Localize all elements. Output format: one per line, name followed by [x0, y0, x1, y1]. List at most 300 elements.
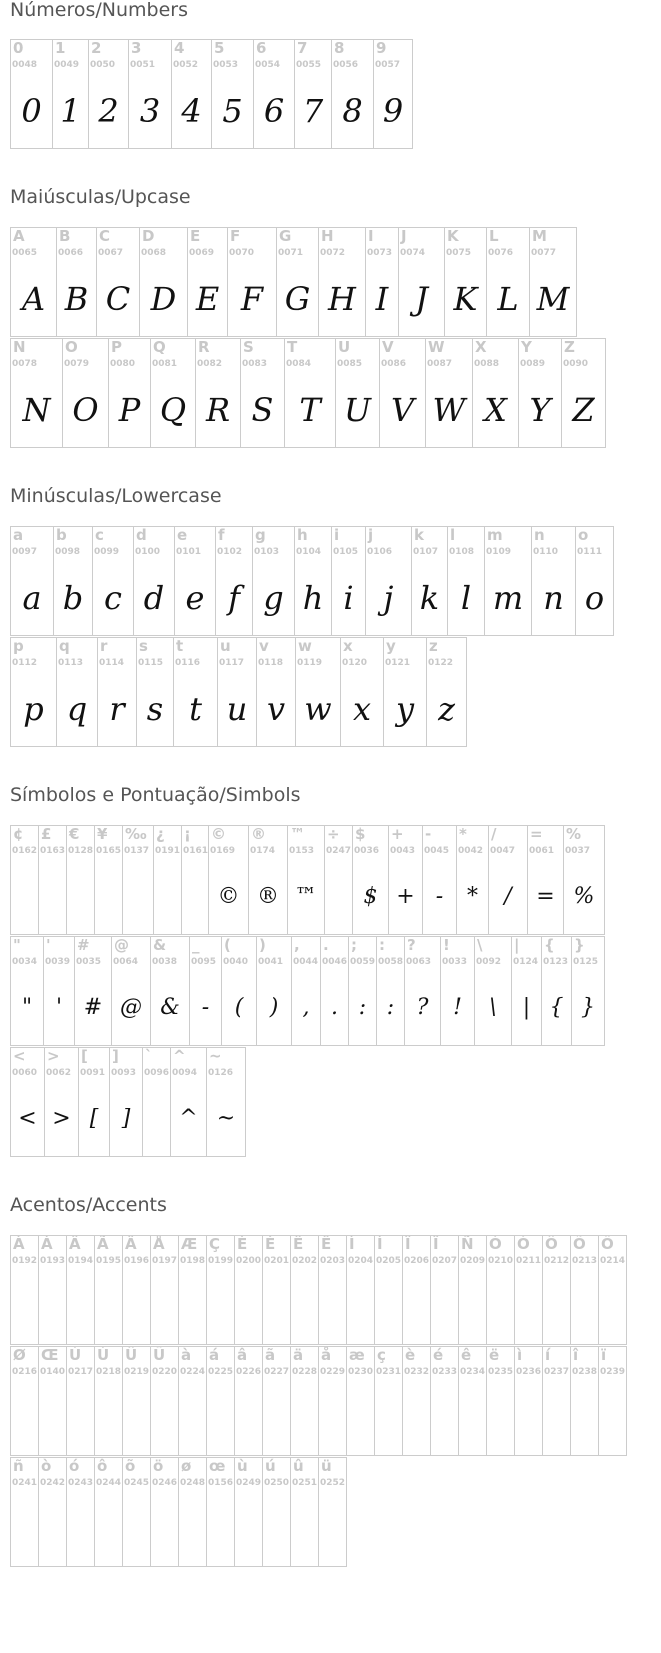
glyph-code-label: 0043 — [390, 846, 416, 856]
glyph-char-label: Ü — [153, 1346, 166, 1364]
glyph-sample: 2 — [98, 92, 119, 130]
glyph-char-label: q — [59, 637, 70, 655]
glyph-char-label: ] — [112, 1047, 119, 1065]
glyph-cell — [136, 637, 174, 747]
glyph-sample — [403, 1276, 430, 1338]
glyph-sample: { — [549, 995, 564, 1020]
glyph-sample: I — [375, 280, 389, 318]
glyph-code-label: 0066 — [58, 248, 84, 258]
glyph-code-label: 0229 — [320, 1367, 346, 1377]
glyph-char-label: & — [153, 936, 167, 954]
glyph-code-label: 0054 — [255, 60, 281, 70]
glyph-cell — [374, 1235, 403, 1345]
glyph-cell — [541, 936, 572, 1046]
glyph-char-label: O — [65, 338, 78, 356]
glyph-sample: O — [72, 391, 99, 429]
glyph-code-label: 0203 — [320, 1256, 346, 1266]
glyph-char-label: k — [414, 526, 424, 544]
glyph-cell — [290, 1346, 319, 1456]
glyph-code-label: 0120 — [342, 658, 368, 668]
glyph-row-symbols-1 — [10, 825, 604, 935]
glyph-code-label: 0204 — [348, 1256, 374, 1266]
glyph-cell — [430, 1346, 459, 1456]
glyph-code-label: 0121 — [385, 658, 411, 668]
glyph-cell — [43, 936, 75, 1046]
glyph-char-label: ä — [293, 1346, 304, 1364]
glyph-char-label: M — [532, 227, 547, 245]
glyph-cell — [227, 227, 277, 337]
glyph-sample: x — [352, 690, 372, 728]
glyph-cell — [365, 227, 399, 337]
glyph-cell — [234, 1346, 263, 1456]
glyph-sample — [375, 1276, 402, 1338]
glyph-cell — [514, 1235, 543, 1345]
glyph-code-label: 0036 — [354, 846, 380, 856]
glyph-cell — [128, 39, 172, 149]
glyph-sample: H — [328, 280, 356, 318]
glyph-code-label: 0085 — [337, 359, 363, 369]
glyph-code-label: 0082 — [197, 359, 223, 369]
glyph-sample — [207, 1387, 234, 1449]
glyph-cell — [10, 227, 57, 337]
glyph-cell — [284, 338, 336, 448]
glyph-char-label: Î — [405, 1235, 411, 1253]
glyph-char-label: ¥ — [97, 825, 108, 843]
glyph-sample: J — [415, 280, 428, 318]
glyph-code-label: 0071 — [278, 248, 304, 258]
glyph-code-label: 0165 — [96, 846, 122, 856]
glyph-code-label: 0111 — [577, 547, 603, 557]
glyph-sample: f — [228, 579, 240, 617]
glyph-sample: U — [344, 391, 371, 429]
glyph-char-label: Ç — [209, 1235, 221, 1253]
glyph-cell — [318, 227, 366, 337]
glyph-code-label: 0197 — [152, 1256, 178, 1266]
glyph-code-label: 0033 — [442, 957, 468, 967]
glyph-code-label: 0045 — [424, 846, 450, 856]
glyph-cell — [56, 637, 98, 747]
glyph-code-label: 0218 — [96, 1367, 122, 1377]
glyph-code-label: 0094 — [172, 1068, 198, 1078]
glyph-char-label: ® — [251, 825, 266, 843]
glyph-char-label: ‰ — [125, 825, 147, 843]
glyph-char-label: } — [574, 936, 585, 954]
glyph-sample: , — [302, 995, 310, 1020]
glyph-code-label: 0058 — [378, 957, 404, 967]
glyph-cell — [398, 227, 445, 337]
glyph-cell — [173, 637, 218, 747]
glyph-cell — [189, 936, 222, 1046]
glyph-sample — [123, 1276, 150, 1338]
glyph-cell — [56, 227, 97, 337]
glyph-char-label: ¢ — [13, 825, 24, 843]
glyph-cell — [518, 338, 562, 448]
glyph-code-label: 0202 — [292, 1256, 318, 1266]
glyph-sample — [291, 1387, 318, 1449]
glyph-cell — [122, 1235, 151, 1345]
glyph-cell — [10, 637, 57, 747]
glyph-sample — [39, 1498, 66, 1560]
glyph-char-label: ë — [489, 1346, 500, 1364]
glyph-code-label: 0231 — [376, 1367, 402, 1377]
glyph-cell — [66, 1457, 95, 1567]
glyph-sample — [263, 1498, 290, 1560]
glyph-cell — [150, 1346, 179, 1456]
glyph-cell — [411, 526, 448, 636]
glyph-cell — [458, 1235, 487, 1345]
glyph-code-label: 0102 — [217, 547, 243, 557]
glyph-sample — [459, 1276, 486, 1338]
glyph-sample: > — [52, 1106, 71, 1131]
glyph-code-label: 0211 — [516, 1256, 542, 1266]
glyph-char-label: e — [177, 526, 188, 544]
glyph-cell — [571, 936, 605, 1046]
glyph-char-label: | — [514, 936, 520, 954]
glyph-sample: 5 — [222, 92, 243, 130]
glyph-code-label: 0214 — [600, 1256, 626, 1266]
glyph-code-label: 0093 — [111, 1068, 137, 1078]
glyph-sample: F — [240, 280, 264, 318]
glyph-char-label: ™ — [290, 825, 305, 843]
glyph-code-label: 0097 — [12, 547, 38, 557]
glyph-code-label: 0109 — [486, 547, 512, 557]
glyph-cell — [142, 1047, 171, 1157]
glyph-sample: . — [331, 995, 338, 1020]
glyph-code-label: 0220 — [152, 1367, 178, 1377]
glyph-char-label: : — [379, 936, 385, 954]
glyph-code-label: 0106 — [367, 547, 393, 557]
glyph-code-label: 0169 — [210, 846, 236, 856]
glyph-sample — [571, 1387, 598, 1449]
glyph-cell — [211, 39, 254, 149]
glyph-code-label: 0251 — [292, 1478, 318, 1488]
glyph-code-label: 0110 — [533, 547, 559, 557]
glyph-cell — [66, 1346, 95, 1456]
glyph-char-label: P — [111, 338, 122, 356]
glyph-code-label: 0232 — [404, 1367, 430, 1377]
glyph-code-label: 0096 — [144, 1068, 170, 1078]
glyph-sample: i — [343, 579, 354, 617]
glyph-cell — [529, 227, 577, 337]
glyph-cell — [527, 825, 564, 935]
glyph-sample: # — [83, 995, 103, 1020]
glyph-sample — [571, 1276, 598, 1338]
glyph-sample — [179, 1387, 206, 1449]
glyph-char-label: í — [545, 1346, 551, 1364]
glyph-sample: d — [143, 579, 165, 617]
glyph-cell — [318, 1346, 347, 1456]
glyph-code-label: 0114 — [99, 658, 125, 668]
glyph-sample: W — [432, 391, 466, 429]
glyph-cell — [346, 1346, 375, 1456]
glyph-sample: P — [118, 391, 141, 429]
glyph-char-label: v — [259, 637, 269, 655]
glyph-sample: - — [201, 995, 210, 1020]
glyph-cell — [331, 39, 374, 149]
glyph-cell — [62, 338, 109, 448]
glyph-char-label: Ï — [433, 1235, 439, 1253]
glyph-cell — [598, 1235, 627, 1345]
glyph-sample: t — [189, 690, 202, 728]
glyph-char-label: ê — [461, 1346, 472, 1364]
glyph-char-label: È — [237, 1235, 248, 1253]
glyph-code-label: 0095 — [191, 957, 217, 967]
glyph-cell — [262, 1235, 291, 1345]
glyph-char-label: L — [489, 227, 499, 245]
glyph-code-label: 0073 — [367, 248, 393, 258]
glyph-char-label: T — [287, 338, 298, 356]
glyph-code-label: 0194 — [68, 1256, 94, 1266]
glyph-cell — [352, 825, 389, 935]
glyph-row-symbols-2 — [10, 936, 604, 1046]
glyph-cell — [111, 936, 151, 1046]
glyph-row-upcase-2 — [10, 338, 605, 448]
glyph-cell — [108, 338, 151, 448]
glyph-cell — [94, 1235, 123, 1345]
glyph-char-label: ã — [265, 1346, 276, 1364]
glyph-code-label: 0076 — [488, 248, 514, 258]
glyph-sample: b — [62, 579, 84, 617]
glyph-sample: B — [64, 280, 89, 318]
glyph-sample: Z — [572, 391, 595, 429]
glyph-char-label: U — [338, 338, 351, 356]
glyph-char-label: f — [218, 526, 225, 544]
glyph-char-label: @ — [114, 936, 129, 954]
glyph-char-label: Å — [153, 1235, 165, 1253]
glyph-char-label: Ö — [601, 1235, 614, 1253]
glyph-code-label: 0080 — [110, 359, 136, 369]
glyph-code-label: 0195 — [96, 1256, 122, 1266]
glyph-cell — [335, 338, 380, 448]
glyph-row-symbols-3 — [10, 1047, 245, 1157]
glyph-code-label: 0083 — [242, 359, 268, 369]
glyph-sample — [515, 1387, 542, 1449]
glyph-cell — [252, 526, 295, 636]
glyph-cell — [331, 526, 366, 636]
section-title-numbers: Números/Numbers — [10, 0, 188, 21]
glyph-cell — [440, 936, 475, 1046]
glyph-code-label: 0246 — [152, 1478, 178, 1488]
glyph-code-label: 0161 — [183, 846, 209, 856]
glyph-code-label: 0069 — [189, 248, 215, 258]
glyph-sample — [235, 1387, 262, 1449]
glyph-cell — [348, 936, 377, 1046]
glyph-code-label: 0074 — [400, 248, 426, 258]
glyph-sample — [487, 1276, 514, 1338]
glyph-cell — [456, 825, 489, 935]
glyph-char-label: ò — [41, 1457, 52, 1475]
glyph-cell — [262, 1346, 291, 1456]
glyph-cell — [206, 1235, 235, 1345]
glyph-cell — [458, 1346, 487, 1456]
glyph-row-lowercase-1 — [10, 526, 613, 636]
glyph-char-label: C — [99, 227, 111, 245]
glyph-cell — [150, 338, 196, 448]
glyph-code-label: 0207 — [432, 1256, 458, 1266]
glyph-sample — [151, 1498, 178, 1560]
glyph-sample — [123, 1498, 150, 1560]
glyph-cell — [514, 1346, 543, 1456]
glyph-char-label: è — [405, 1346, 416, 1364]
glyph-char-label: Ú — [97, 1346, 110, 1364]
glyph-sample: R — [205, 391, 231, 429]
glyph-cell — [563, 825, 605, 935]
glyph-char-label: o — [578, 526, 589, 544]
glyph-cell — [171, 39, 212, 149]
glyph-sample: G — [284, 280, 311, 318]
glyph-cell — [10, 526, 54, 636]
glyph-cell — [447, 526, 485, 636]
glyph-code-label: 0234 — [460, 1367, 486, 1377]
glyph-sample — [154, 866, 181, 928]
glyph-char-label: c — [95, 526, 104, 544]
glyph-char-label: ¿ — [156, 825, 165, 843]
glyph-char-label: H — [321, 227, 334, 245]
glyph-code-label: 0049 — [54, 60, 80, 70]
glyph-char-label: Ô — [545, 1235, 558, 1253]
glyph-cell — [486, 1235, 515, 1345]
glyph-code-label: 0250 — [264, 1478, 290, 1488]
glyph-sample — [179, 1276, 206, 1338]
glyph-sample — [151, 1276, 178, 1338]
glyph-code-label: 0065 — [12, 248, 38, 258]
glyph-code-label: 0050 — [90, 60, 116, 70]
glyph-char-label: u — [220, 637, 231, 655]
glyph-sample: 3 — [139, 92, 161, 130]
glyph-code-label: 0035 — [76, 957, 102, 967]
glyph-char-label: Û — [125, 1346, 138, 1364]
glyph-cell — [561, 338, 606, 448]
glyph-cell — [150, 1457, 179, 1567]
glyph-cell — [139, 227, 188, 337]
glyph-cell — [178, 1235, 207, 1345]
glyph-cell — [10, 1235, 39, 1345]
glyph-char-label: w — [298, 637, 312, 655]
glyph-sample: - — [435, 884, 444, 909]
glyph-row-numbers-1 — [10, 39, 412, 149]
glyph-code-label: 0091 — [80, 1068, 106, 1078]
glyph-cell — [318, 1235, 347, 1345]
glyph-sample — [291, 1498, 318, 1560]
glyph-sample — [179, 1498, 206, 1560]
glyph-sample — [95, 1498, 122, 1560]
glyph-cell — [324, 825, 353, 935]
glyph-code-label: 0193 — [40, 1256, 66, 1266]
glyph-char-label: 5 — [214, 39, 225, 57]
glyph-code-label: 0099 — [94, 547, 120, 557]
glyph-char-label: 6 — [256, 39, 267, 57]
section-title-lowercase: Minúsculas/Lowercase — [10, 485, 222, 507]
glyph-cell — [122, 1457, 151, 1567]
glyph-char-label: Ø — [13, 1346, 26, 1364]
glyph-char-label: 2 — [91, 39, 102, 57]
glyph-cell — [206, 1457, 235, 1567]
glyph-char-label: ù — [237, 1457, 248, 1475]
glyph-sample: q — [66, 690, 88, 728]
glyph-cell — [217, 637, 257, 747]
glyph-cell — [174, 526, 216, 636]
glyph-char-label: Ñ — [461, 1235, 474, 1253]
glyph-cell — [346, 1235, 375, 1345]
glyph-sample: Y — [529, 391, 551, 429]
glyph-char-label: Ë — [321, 1235, 332, 1253]
glyph-sample — [39, 866, 66, 928]
glyph-sample: / — [504, 884, 512, 909]
glyph-char-label: t — [176, 637, 184, 655]
glyph-code-label: 0235 — [488, 1367, 514, 1377]
glyph-char-label: " — [13, 936, 21, 954]
glyph-code-label: 0252 — [320, 1478, 346, 1488]
glyph-char-label: Ó — [517, 1235, 530, 1253]
glyph-sample: T — [299, 391, 321, 429]
glyph-sample: s — [146, 690, 164, 728]
glyph-char-label: Í — [377, 1235, 383, 1253]
glyph-cell — [206, 1047, 246, 1157]
glyph-char-label: 1 — [55, 39, 66, 57]
glyph-code-label: 0112 — [12, 658, 38, 668]
glyph-cell — [97, 637, 137, 747]
glyph-cell — [256, 936, 292, 1046]
glyph-char-label: X — [475, 338, 487, 356]
glyph-sample — [319, 1387, 346, 1449]
glyph-char-label: ^ — [173, 1047, 186, 1065]
glyph-char-label: Ê — [293, 1235, 304, 1253]
glyph-sample — [403, 1387, 430, 1449]
glyph-sample: © — [217, 884, 240, 909]
glyph-cell — [150, 936, 190, 1046]
glyph-sample — [319, 1276, 346, 1338]
glyph-sample: 6 — [263, 92, 285, 130]
glyph-code-label: 0237 — [544, 1367, 570, 1377]
section-title-upcase: Maiúsculas/Upcase — [10, 186, 191, 208]
glyph-code-label: 0163 — [40, 846, 66, 856]
glyph-sample — [143, 1088, 170, 1150]
glyph-char-label: { — [544, 936, 555, 954]
glyph-cell — [206, 1346, 235, 1456]
glyph-cell — [133, 526, 175, 636]
glyph-code-label: 0113 — [58, 658, 84, 668]
glyph-sample: D — [150, 280, 177, 318]
glyph-cell — [318, 1457, 347, 1567]
glyph-cell — [383, 637, 427, 747]
glyph-cell — [542, 1235, 571, 1345]
glyph-sample: 8 — [342, 92, 363, 130]
glyph-code-label: 0038 — [152, 957, 178, 967]
glyph-cell — [472, 338, 519, 448]
glyph-code-label: 0081 — [152, 359, 178, 369]
glyph-char-label: ì — [517, 1346, 523, 1364]
glyph-char-label: â — [237, 1346, 248, 1364]
glyph-sample — [291, 1276, 318, 1338]
glyph-char-label: Y — [521, 338, 532, 356]
glyph-code-label: 0089 — [520, 359, 546, 369]
glyph-code-label: 0227 — [264, 1367, 290, 1377]
glyph-code-label: 0156 — [208, 1478, 234, 1488]
glyph-char-label: ö — [153, 1457, 164, 1475]
glyph-code-label: 0196 — [124, 1256, 150, 1266]
glyph-sample — [11, 1276, 38, 1338]
glyph-char-label: W — [428, 338, 445, 356]
glyph-cell — [178, 1346, 207, 1456]
glyph-char-label: j — [368, 526, 374, 544]
section-title-accents: Acentos/Accents — [10, 1194, 167, 1216]
glyph-code-label: 0051 — [130, 60, 156, 70]
glyph-cell — [10, 936, 44, 1046]
glyph-code-label: 0047 — [490, 846, 516, 856]
glyph-sample — [319, 1498, 346, 1560]
glyph-char-label: û — [293, 1457, 304, 1475]
glyph-char-label: ø — [181, 1457, 192, 1475]
